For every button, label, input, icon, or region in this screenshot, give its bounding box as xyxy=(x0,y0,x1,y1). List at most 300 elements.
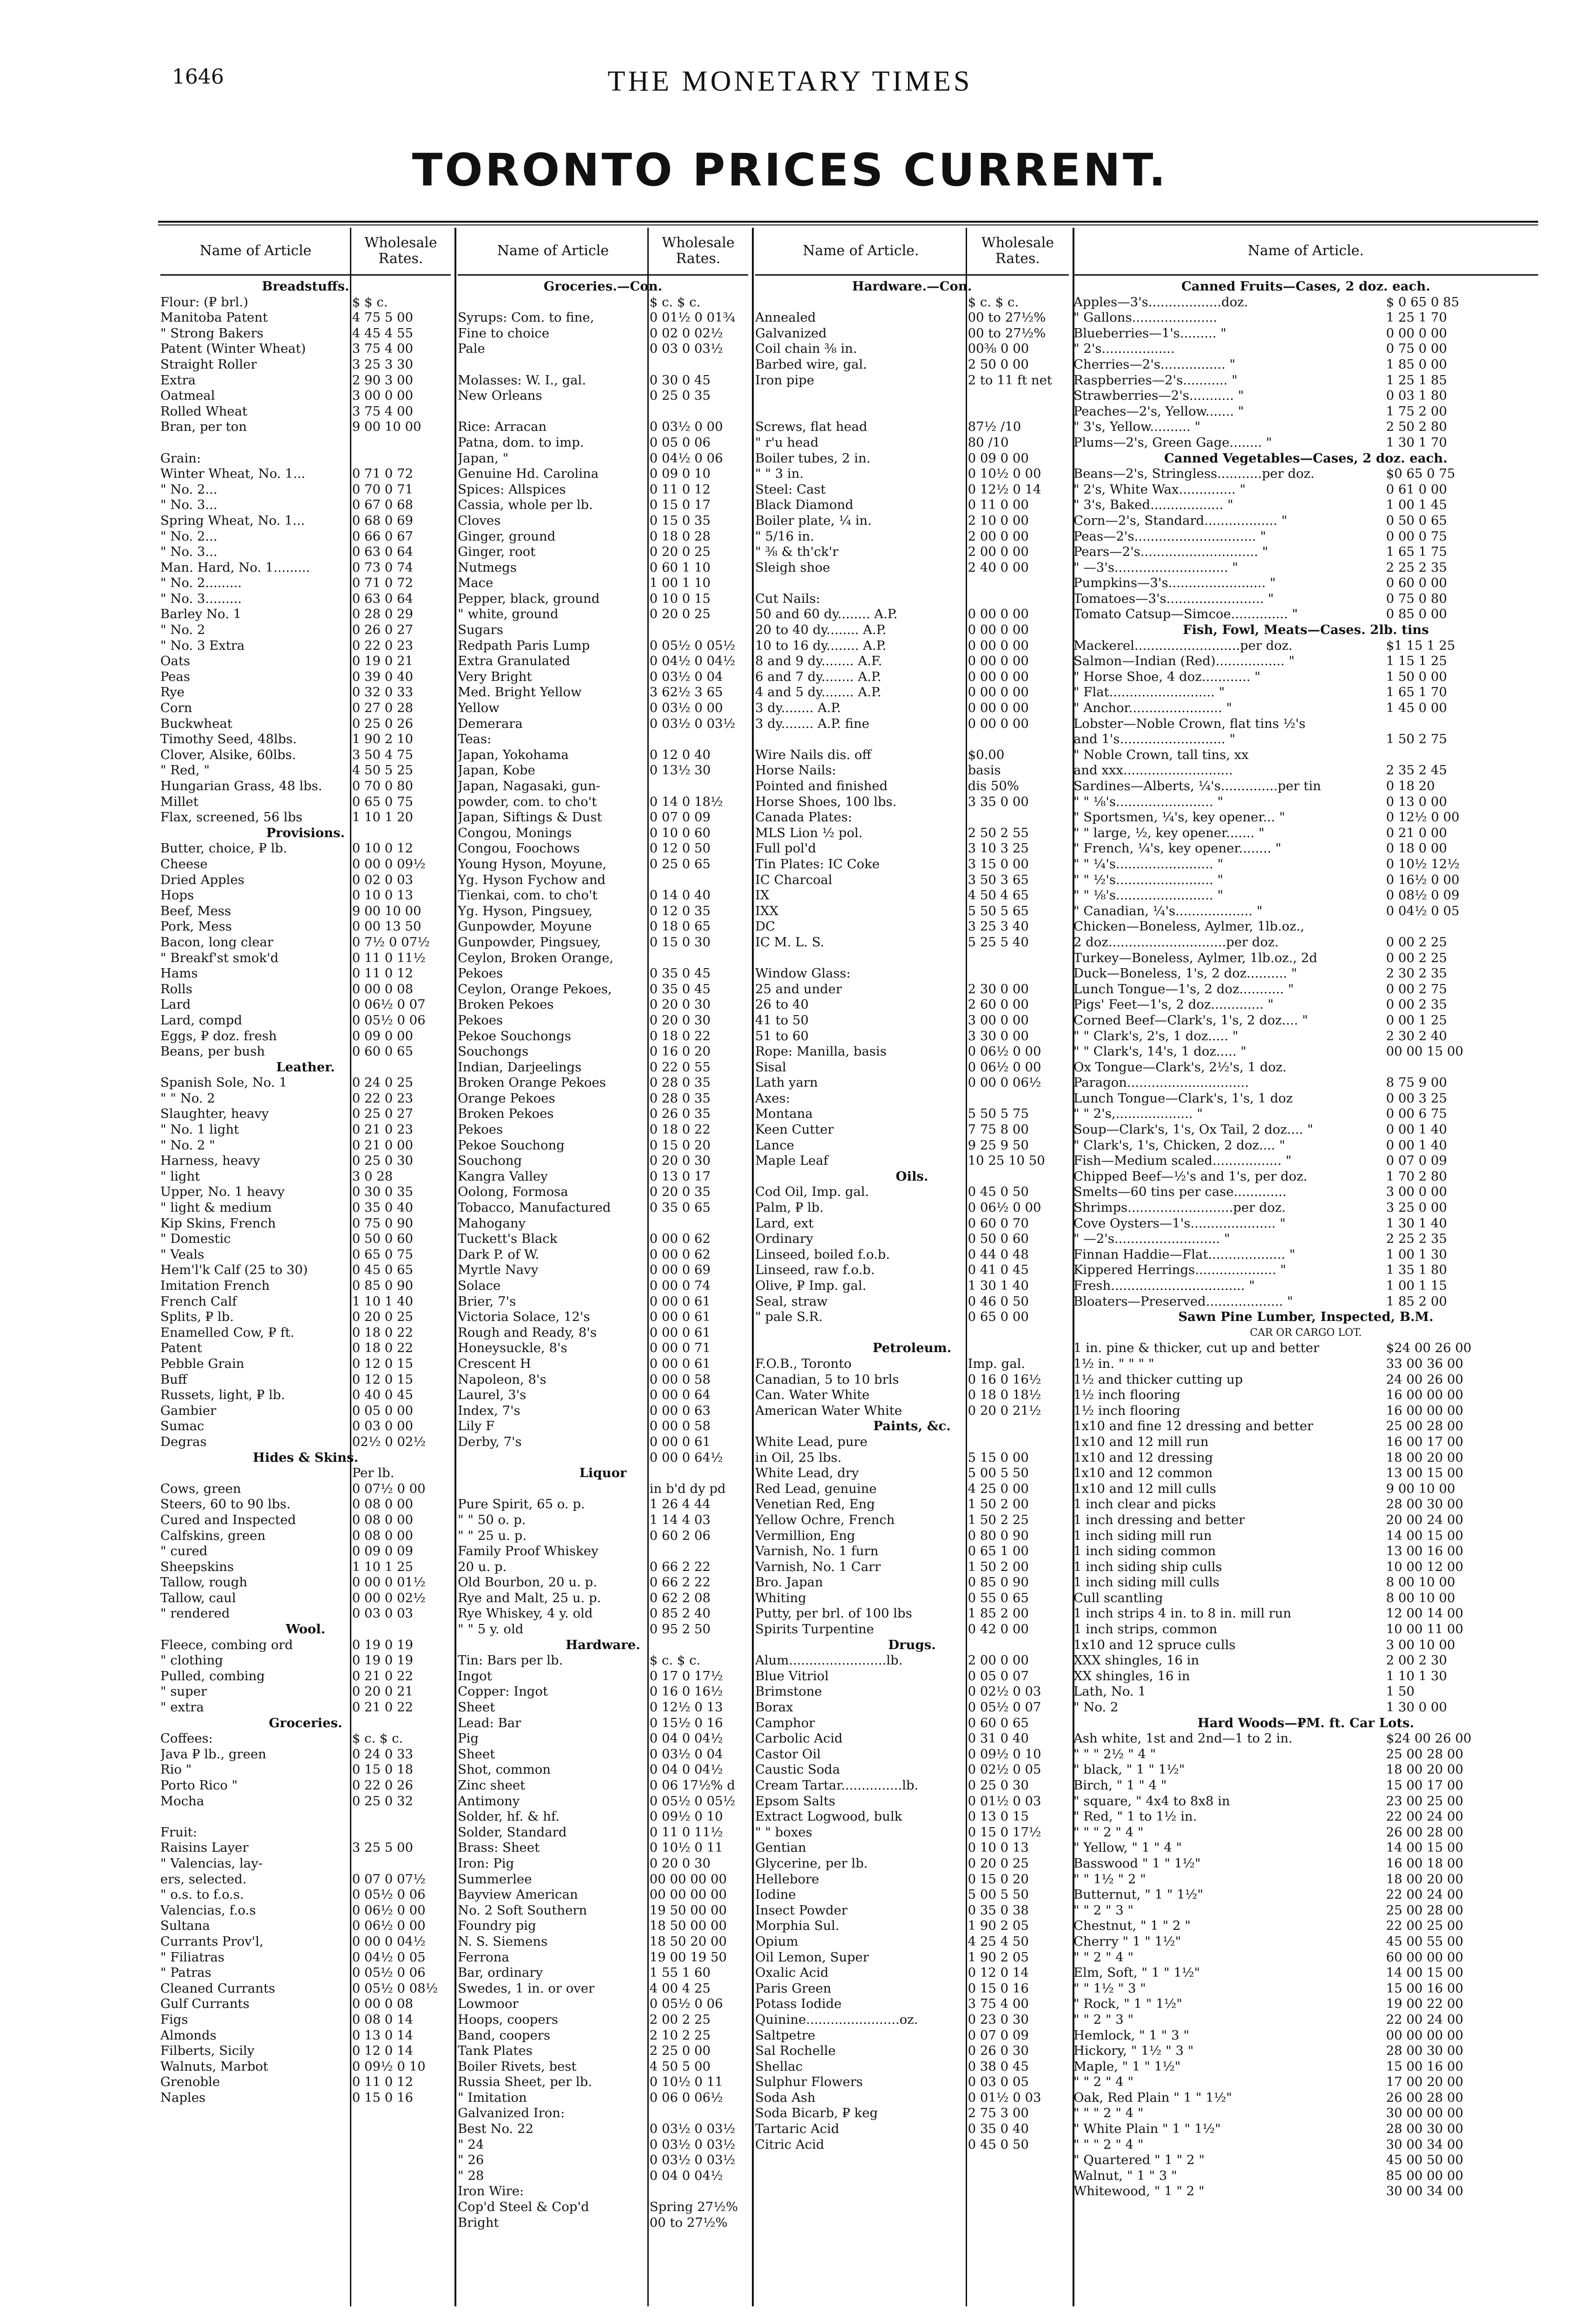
wholesale-rate: 45 00 50 00 xyxy=(1386,2152,1463,2168)
article-name: " 3's, Yellow.......... " xyxy=(1073,419,1201,435)
price-row xyxy=(755,700,1069,716)
wholesale-rate: 0 05½ 0 06 xyxy=(352,1965,426,1981)
price-row xyxy=(1073,1872,1538,1888)
wholesale-rate xyxy=(646,404,748,420)
price-row xyxy=(755,2121,1069,2137)
wholesale-rate: 1 14 4 03 xyxy=(649,1512,711,1527)
price-row xyxy=(755,1669,1069,1684)
price-row xyxy=(458,951,748,966)
article-name: Pumpkins—3's........................ " xyxy=(1073,575,1276,591)
article-name: 2 doz.............................per doz. xyxy=(1073,934,1279,950)
wholesale-rate: 22 00 24 00 xyxy=(1386,1809,1463,1824)
price-row xyxy=(160,1809,451,1825)
price-row xyxy=(755,732,1069,747)
article-name: Vermillion, Eng xyxy=(755,1528,856,1543)
price-row xyxy=(458,1731,748,1747)
article-name: Raisins Layer xyxy=(160,1840,249,1855)
price-row xyxy=(160,872,451,888)
wholesale-rate: 0 20 0 25 xyxy=(649,607,711,622)
wholesale-rate: 0 28 0 35 xyxy=(649,1075,711,1090)
wholesale-rate xyxy=(349,1856,451,1872)
article-name: Red Lead, genuine xyxy=(755,1481,877,1496)
price-row xyxy=(160,716,451,732)
price-row xyxy=(1073,1840,1538,1856)
price-row xyxy=(1073,779,1538,794)
wholesale-rate: 0 06 17½% d xyxy=(649,1778,735,1793)
article-name: Chipped Beef—½'s and 1's, per doz. xyxy=(1073,1169,1308,1184)
wholesale-rate: 0 14 0 18½ xyxy=(649,794,723,809)
article-name: Rough and Ready, 8's xyxy=(458,1325,597,1340)
price-row xyxy=(160,1434,451,1450)
wholesale-rate xyxy=(964,388,1069,404)
price-row xyxy=(1073,1918,1538,1934)
page-number: 1646 xyxy=(172,65,224,89)
price-row xyxy=(160,1372,451,1388)
price-row xyxy=(755,1138,1069,1154)
article-name: Bran, per ton xyxy=(160,419,247,435)
section-heading xyxy=(755,1169,1069,1185)
wholesale-rate: 0 00 0 69 xyxy=(649,1262,711,1278)
wholesale-rate: 0 05½ 0 06 xyxy=(352,1887,426,1902)
wholesale-rate: 0 00 0 64½ xyxy=(649,1450,723,1465)
article-name: Old Bourbon, 20 u. p. xyxy=(458,1575,597,1590)
price-row xyxy=(755,1091,1069,1107)
article-name: Wool. xyxy=(285,1622,326,1637)
price-row xyxy=(160,1934,451,1950)
price-row xyxy=(458,607,748,622)
article-name: Fresh................................. " xyxy=(1073,1278,1255,1293)
article-name: " Red, " xyxy=(160,763,210,778)
wholesale-rate: 1 30 1 70 xyxy=(1386,435,1447,450)
wholesale-rate: 0 26 0 27 xyxy=(352,622,413,638)
wholesale-rate xyxy=(964,1091,1069,1107)
wholesale-rate: 0 20 0 25 xyxy=(352,1309,413,1325)
article-name: Napoleon, 8's xyxy=(458,1372,546,1387)
article-name: Spring Wheat, No. 1... xyxy=(160,513,305,528)
article-name: Corn xyxy=(160,700,192,716)
price-row xyxy=(1073,763,1538,779)
price-row xyxy=(1073,1778,1538,1794)
article-name: " No. 2 " xyxy=(160,1137,215,1153)
price-row xyxy=(1073,700,1538,716)
price-row xyxy=(458,591,748,607)
wholesale-rate: 1 00 1 30 xyxy=(1386,1247,1447,1262)
article-name: " super xyxy=(160,1684,207,1699)
article-name: Bayview American xyxy=(458,1887,578,1902)
article-name: Cream Tartar...............lb. xyxy=(755,1778,919,1793)
wholesale-rate: 2 00 0 00 xyxy=(968,544,1029,560)
article-name: Alum........................lb. xyxy=(755,1653,903,1668)
wholesale-rate: 0 00 3 25 xyxy=(1386,1090,1447,1106)
price-row xyxy=(458,1809,748,1825)
price-row xyxy=(1073,1996,1538,2012)
article-name: Solder, hf. & hf. xyxy=(458,1809,560,1824)
wholesale-rate: 16 00 00 00 xyxy=(1386,1403,1463,1418)
wholesale-rate xyxy=(646,779,748,794)
name-of-article-header: Name of Article xyxy=(458,228,648,276)
wholesale-rate: 0 05 0 07 xyxy=(968,1668,1029,1684)
article-name: " extra xyxy=(160,1700,204,1715)
wholesale-rate xyxy=(1382,919,1538,935)
article-name: " " " 2½ " 4 " xyxy=(1073,1746,1156,1762)
price-column-3 xyxy=(755,228,1069,2306)
price-row xyxy=(1073,2059,1538,2075)
article-name: 1 inch clear and picks xyxy=(1073,1497,1216,1512)
wholesale-rate: 1 00 1 10 xyxy=(649,575,711,591)
wholesale-rate: 1 45 0 00 xyxy=(1386,700,1447,716)
price-row xyxy=(160,1356,451,1372)
price-row xyxy=(1073,935,1538,951)
wholesale-rate: 18 50 20 00 xyxy=(649,1934,727,1949)
wholesale-rate: 0 38 0 45 xyxy=(968,2059,1029,2074)
wholesale-rate: $0 65 0 75 xyxy=(1386,466,1455,482)
article-name: Russets, light, ₽ lb. xyxy=(160,1387,285,1403)
wholesale-rate: 0 00 0 58 xyxy=(649,1419,711,1434)
article-name: Ordinary xyxy=(755,1231,813,1247)
wholesale-rate: 0 00 0 08 xyxy=(352,1996,413,2012)
wholesale-rate: 0 21 0 23 xyxy=(352,1122,413,1137)
price-row xyxy=(755,357,1069,373)
article-name: Breadstuffs. xyxy=(262,279,349,294)
price-row xyxy=(458,1996,748,2012)
price-row xyxy=(160,997,451,1013)
price-row xyxy=(1073,1325,1538,1341)
price-row xyxy=(458,2184,748,2199)
section-heading xyxy=(458,279,748,295)
price-row xyxy=(160,1466,451,1481)
article-name: " " 2 " 3 " xyxy=(1073,1902,1134,1918)
article-name: Imitation French xyxy=(160,1278,270,1293)
article-name: Gambier xyxy=(160,1403,217,1418)
article-name: Finnan Haddie—Flat................... " xyxy=(1073,1247,1296,1262)
wholesale-rate: 10 25 10 50 xyxy=(968,1153,1045,1169)
name-of-article-header: Name of Article. xyxy=(755,228,967,276)
wholesale-rate: 0 05½ 0 08½ xyxy=(352,1981,438,1996)
price-row xyxy=(755,1918,1069,1934)
wholesale-rate: 0 60 1 10 xyxy=(649,560,711,575)
wholesale-rate xyxy=(646,872,748,888)
wholesale-rate: 0 18 0 18½ xyxy=(968,1387,1041,1403)
price-row xyxy=(755,888,1069,904)
price-row xyxy=(755,497,1069,513)
price-row xyxy=(1073,1934,1538,1950)
price-row xyxy=(755,1825,1069,1841)
wholesale-rate: 0 00 0 00 xyxy=(968,669,1029,684)
article-name: Orange Pekoes xyxy=(458,1090,555,1106)
article-name xyxy=(755,575,964,591)
wholesale-rate: 0 00 0 04½ xyxy=(352,1934,426,1949)
price-row xyxy=(160,1700,451,1716)
wholesale-rate: 28 00 30 00 xyxy=(1386,1497,1463,1512)
price-row xyxy=(458,669,748,685)
article-name: and 1's.......................... " xyxy=(1073,732,1236,747)
article-name: Gunpowder, Pingsuey, xyxy=(458,934,601,950)
wholesale-rate: 0 06 0 06½ xyxy=(649,2090,723,2105)
wholesale-rate: 0 68 0 69 xyxy=(352,513,413,528)
wholesale-rate: 5 00 5 50 xyxy=(968,1466,1029,1481)
wholesale-rate: 4 45 4 55 xyxy=(352,325,413,341)
article-name: Sheet xyxy=(458,1700,495,1715)
price-row xyxy=(458,1325,748,1341)
article-name: Mace xyxy=(458,575,494,591)
article-name: " " 3 in. xyxy=(755,466,804,482)
price-row xyxy=(755,1216,1069,1232)
article-name: Broken Pekoes xyxy=(458,1106,554,1122)
price-row xyxy=(160,1684,451,1700)
price-row xyxy=(1073,1122,1538,1138)
price-row xyxy=(458,560,748,576)
article-name: 1½ and thicker cutting up xyxy=(1073,1372,1243,1387)
article-name: " Breakf'st smok'd xyxy=(160,950,279,965)
price-row xyxy=(1073,482,1538,498)
price-column-4 xyxy=(1073,228,1538,2306)
price-row xyxy=(458,1434,748,1450)
article-name: " Rock, " 1 " 1½" xyxy=(1073,1996,1183,2012)
article-name: Annealed xyxy=(755,310,816,325)
price-row xyxy=(458,763,748,779)
wholesale-rate: 0 12½ 0 00 xyxy=(1386,810,1460,825)
article-name: Pigs' Feet—1's, 2 doz............. " xyxy=(1073,997,1274,1012)
article-name: " No. 2......... xyxy=(160,575,242,591)
price-row xyxy=(160,763,451,779)
article-name: Pekoes xyxy=(458,1012,503,1028)
wholesale-rate: 0 19 0 19 xyxy=(352,1653,413,1668)
wholesale-rate: 0 28 0 29 xyxy=(352,607,413,622)
article-name: 1 in. pine & thicker, cut up and better xyxy=(1073,1340,1319,1356)
price-row xyxy=(755,2028,1069,2044)
article-name: Tin Plates: IC Coke xyxy=(755,856,880,872)
price-row xyxy=(1073,1153,1538,1169)
price-row xyxy=(1073,310,1538,326)
wholesale-rate: 0 12½ 0 14 xyxy=(968,482,1041,497)
price-row xyxy=(755,716,1069,732)
price-row xyxy=(458,1450,748,1466)
wholesale-rate: 0 00 1 25 xyxy=(1386,1012,1447,1028)
price-row xyxy=(458,1669,748,1684)
wholesale-rate: 8 00 10 00 xyxy=(1386,1590,1455,1605)
wholesale-rate: 00 00 15 00 xyxy=(1386,1044,1463,1059)
wholesale-rate: 3 25 3 40 xyxy=(968,919,1029,934)
article-name: " Valencias, lay- xyxy=(160,1855,263,1871)
article-name: " Filiatras xyxy=(160,1949,224,1965)
price-row xyxy=(458,1278,748,1294)
wholesale-rate: 2 50 2 80 xyxy=(1386,419,1447,435)
price-row xyxy=(755,1622,1069,1637)
price-row xyxy=(160,1544,451,1559)
article-name: Spices: Allspices xyxy=(458,482,566,497)
price-row xyxy=(160,982,451,997)
article-name: Full pol'd xyxy=(755,841,816,856)
article-name: Enamelled Cow, ₽ ft. xyxy=(160,1325,295,1340)
price-row xyxy=(160,1340,451,1356)
wholesale-rate: 0 65 0 75 xyxy=(352,1247,413,1262)
price-row xyxy=(160,1903,451,1919)
price-row xyxy=(160,1278,451,1294)
price-row xyxy=(755,1075,1069,1091)
wholesale-rate: 0 32 0 33 xyxy=(352,685,413,700)
article-name: Ferrona xyxy=(458,1949,509,1965)
article-name: Timothy Seed, 48lbs. xyxy=(160,732,297,747)
wholesale-rate: 0 11 0 00 xyxy=(968,497,1029,513)
wholesale-rate: 0 00 0 02½ xyxy=(352,1590,426,1605)
article-name: Tomato Catsup—Simcoe.............. " xyxy=(1073,607,1298,622)
price-row xyxy=(755,435,1069,451)
wholesale-rate: 15 00 16 00 xyxy=(1386,1981,1463,1996)
price-row xyxy=(160,1262,451,1278)
article-name: Russia Sheet, per lb. xyxy=(458,2074,592,2090)
price-row xyxy=(755,1684,1069,1700)
article-name: " French, ¼'s, key opener........ " xyxy=(1073,841,1282,856)
wholesale-rate: 0 35 0 40 xyxy=(968,2121,1029,2137)
price-row xyxy=(1073,1622,1538,1637)
article-name: " No. 3 Extra xyxy=(160,638,245,653)
price-row xyxy=(1073,1809,1538,1825)
price-row xyxy=(1073,1387,1538,1403)
wholesale-rate: 00⅜ 0 00 xyxy=(968,341,1029,357)
price-row xyxy=(755,466,1069,482)
price-row xyxy=(458,732,748,747)
price-row xyxy=(755,1887,1069,1903)
article-name: No. 2 Soft Southern xyxy=(458,1902,587,1918)
price-row xyxy=(755,1044,1069,1060)
wholesale-rate: 5 50 5 65 xyxy=(968,903,1029,918)
article-name: Foundry pig xyxy=(458,1918,536,1934)
price-row xyxy=(1073,435,1538,451)
article-name: Clover, Alsike, 60lbs. xyxy=(160,747,296,762)
price-row xyxy=(458,1747,748,1763)
wholesale-rate xyxy=(646,1544,748,1559)
article-name: Soup—Clark's, 1's, Ox Tail, 2 doz.... " xyxy=(1073,1122,1313,1137)
wholesale-rate: 0 06½ 0 00 xyxy=(352,1902,426,1918)
wholesale-rate: 0 04½ 0 05 xyxy=(1386,903,1460,918)
article-name: Patent xyxy=(160,1340,202,1356)
wholesale-rate: 2 10 0 00 xyxy=(968,513,1029,528)
article-name: Patent (Winter Wheat) xyxy=(160,341,306,357)
price-row xyxy=(755,1106,1069,1122)
wholesale-rate: 0 12½ 0 13 xyxy=(649,1700,723,1715)
price-row xyxy=(458,575,748,591)
wholesale-rate: 1 35 1 80 xyxy=(1386,1262,1447,1278)
price-row xyxy=(160,1731,451,1747)
price-row xyxy=(1073,388,1538,404)
wholesale-rate: 0 18 0 22 xyxy=(649,1028,711,1043)
wholesale-rate: 1 30 1 40 xyxy=(1386,1215,1447,1231)
price-row xyxy=(160,529,451,545)
wholesale-rate: 0 08 0 00 xyxy=(352,1528,413,1543)
price-row xyxy=(1073,341,1538,357)
article-name: Tin: Bars per lb. xyxy=(458,1653,563,1668)
wholesale-rate: $ 0 65 0 85 xyxy=(1386,294,1460,310)
price-row xyxy=(755,1481,1069,1497)
article-name: Walnuts, Marbot xyxy=(160,2059,269,2074)
article-name: Patna, dom. to imp. xyxy=(458,435,584,450)
price-row xyxy=(160,1856,451,1872)
wholesale-rate: 0 25 0 30 xyxy=(968,1778,1029,1793)
price-row xyxy=(160,1887,451,1903)
wholesale-rate: 0 15 0 20 xyxy=(649,1137,711,1153)
section-heading xyxy=(160,1622,451,1637)
price-row xyxy=(160,904,451,919)
wholesale-rate: 0 00 0 74 xyxy=(649,1278,711,1293)
wholesale-rate: 0 00 0 62 xyxy=(649,1247,711,1262)
article-name: 1 inch strips, common xyxy=(1073,1622,1218,1637)
article-name: " cured xyxy=(160,1544,208,1559)
article-name: Harness, heavy xyxy=(160,1153,260,1169)
price-row xyxy=(458,2152,748,2168)
wholesale-rate: 0 08½ 0 09 xyxy=(1386,888,1460,903)
price-row xyxy=(458,1200,748,1216)
price-row xyxy=(160,1747,451,1763)
article-name: Hem'l'k Calf (25 to 30) xyxy=(160,1262,308,1278)
price-row xyxy=(755,482,1069,498)
wholesale-rate: 0 09½ 0 10 xyxy=(649,1809,723,1824)
double-rule-top xyxy=(158,221,1538,223)
price-row xyxy=(160,466,451,482)
wholesale-rate: 3 62½ 3 65 xyxy=(649,685,723,700)
wholesale-rate: 9 00 10 00 xyxy=(1386,1481,1455,1496)
price-row xyxy=(1073,1419,1538,1434)
article-name: Lard, compd xyxy=(160,1012,243,1028)
article-name: Pears—2's............................. " xyxy=(1073,544,1268,560)
price-row xyxy=(755,1512,1069,1528)
wholesale-rate: 0 15 0 16 xyxy=(968,1981,1029,1996)
price-row xyxy=(1073,1606,1538,1622)
price-row xyxy=(458,888,748,904)
article-name: " Red, " 1 to 1½ in. xyxy=(1073,1809,1197,1824)
price-row xyxy=(458,638,748,654)
article-name: Cherry " 1 " 1½" xyxy=(1073,1934,1181,1949)
wholesale-rate: 0 42 0 00 xyxy=(968,1622,1029,1637)
article-name: Bacon, long clear xyxy=(160,934,274,950)
wholesale-rate: 0 19 0 21 xyxy=(352,654,413,669)
price-row xyxy=(160,951,451,966)
price-row xyxy=(160,841,451,857)
article-name: Souchongs xyxy=(458,1044,529,1059)
article-name: ers, selected. xyxy=(160,1871,247,1887)
wholesale-rate: 1 50 2 00 xyxy=(968,1497,1029,1512)
article-name: Yellow xyxy=(458,700,500,716)
price-row xyxy=(1073,2168,1538,2184)
price-row xyxy=(755,1965,1069,1981)
article-name: 1x10 and fine 12 dressing and better xyxy=(1073,1419,1313,1434)
price-row xyxy=(755,1591,1069,1606)
wholesale-rate: 3 35 0 00 xyxy=(968,794,1029,809)
wholesale-rate: 0 10½ 0 00 xyxy=(968,466,1041,482)
article-name: " " " 2 " 4 " xyxy=(1073,1824,1144,1840)
article-name: " No. 1 light xyxy=(160,1122,239,1137)
article-name: Linseed, raw f.o.b. xyxy=(755,1262,875,1278)
article-name: Hungarian Grass, 48 lbs. xyxy=(160,779,323,793)
price-row xyxy=(1073,2090,1538,2106)
article-name: Index, 7's xyxy=(458,1403,520,1418)
article-name xyxy=(458,295,646,310)
article-name: Japan, Kobe xyxy=(458,763,535,778)
wholesale-rate: 0 13½ 30 xyxy=(649,763,711,778)
article-name: Provisions. xyxy=(266,825,345,840)
article-name: Kippered Herrings.................... " xyxy=(1073,1262,1286,1278)
wholesale-rate xyxy=(646,951,748,966)
article-name xyxy=(755,732,964,747)
price-row xyxy=(160,1403,451,1419)
wholesale-rate: 0 09½ 0 10 xyxy=(968,1746,1041,1762)
price-row xyxy=(1073,2106,1538,2121)
price-row xyxy=(160,1794,451,1809)
wholesale-rate: 0 20 0 30 xyxy=(649,997,711,1012)
wholesale-rate: 00 to 27½% xyxy=(968,325,1046,341)
price-row xyxy=(1073,1184,1538,1200)
article-name: Whitewood, " 1 " 2 " xyxy=(1073,2184,1205,2199)
article-name: Hickory, " 1½ " 3 " xyxy=(1073,2043,1194,2059)
